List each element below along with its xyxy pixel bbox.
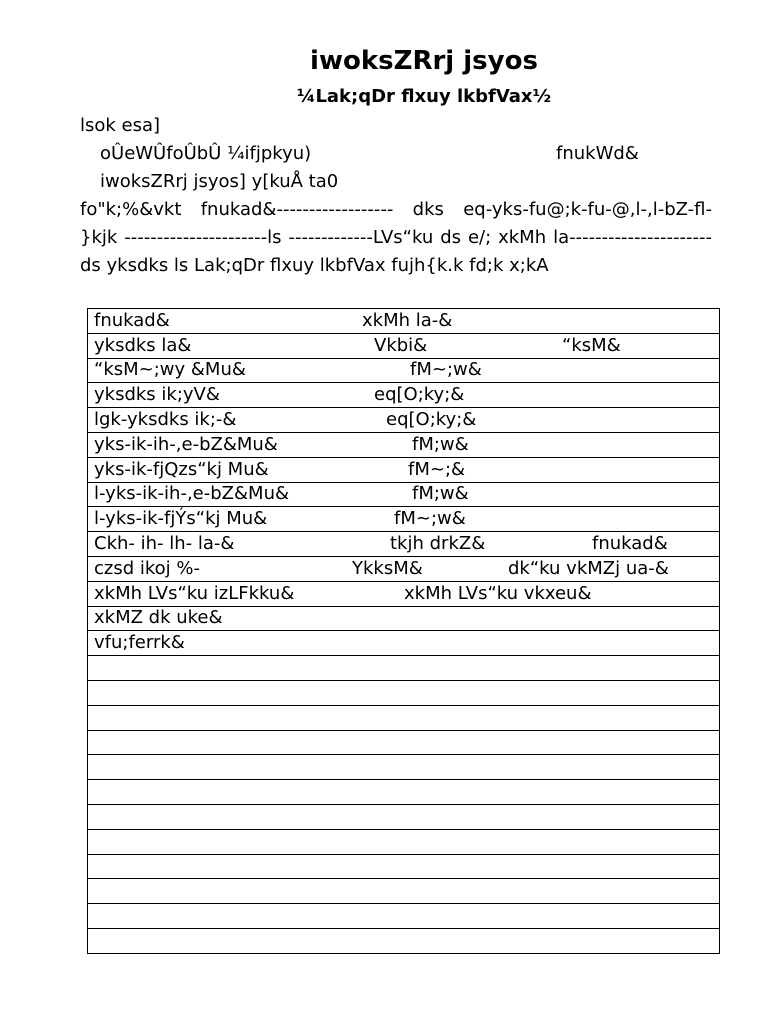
form-cell — [88, 408, 720, 433]
date-label: fnukWd& — [556, 143, 639, 164]
form-row — [88, 879, 720, 904]
form-cell — [88, 482, 720, 507]
form-field-label-2: fM~;w& — [410, 359, 482, 381]
inspection-form-table — [87, 308, 720, 954]
form-field-label: yks-ik-ih-,e-bZ&Mu& — [94, 433, 278, 455]
form-field-label: l-yks-ik-ih-,e-bZ&Mu& — [94, 483, 290, 505]
form-field-label-3: “ksM& — [562, 334, 621, 356]
form-cell — [88, 383, 720, 408]
form-field-label-3: fnukad& — [592, 533, 668, 555]
form-field-label: yks-ik-fjQzs“kj Mu& — [94, 458, 269, 480]
form-field-label-2: fM~;& — [408, 458, 466, 480]
form-row — [88, 780, 720, 805]
form-cell — [88, 928, 720, 953]
form-field-label: vfu;ferrk& — [94, 632, 185, 654]
form-row — [88, 333, 720, 358]
form-row — [88, 309, 720, 334]
form-cell — [88, 507, 720, 532]
form-field-label: Ckh- ih- lh- la-& — [94, 533, 235, 555]
form-cell — [88, 631, 720, 656]
form-row — [88, 804, 720, 829]
form-field-label-2: Vkbi& — [374, 334, 428, 356]
form-cell — [88, 432, 720, 457]
form-field-label-2: xkMh la-& — [362, 309, 453, 331]
form-cell — [88, 854, 720, 879]
form-cell — [88, 829, 720, 854]
form-field-label-2: tkjh drkZ& — [390, 533, 486, 555]
form-cell — [88, 556, 720, 581]
form-cell — [88, 457, 720, 482]
form-row — [88, 432, 720, 457]
form-row — [88, 532, 720, 557]
form-cell — [88, 730, 720, 755]
form-field-label: fnukad& — [94, 309, 170, 331]
form-field-label: yksdks la& — [94, 334, 192, 356]
form-row — [88, 408, 720, 433]
salutation-to: lsok esa] — [80, 115, 161, 136]
form-row — [88, 358, 720, 383]
form-cell — [88, 755, 720, 780]
form-field-label: lgk-yksdks ik;-& — [94, 409, 237, 431]
form-cell — [88, 879, 720, 904]
form-row — [88, 680, 720, 705]
form-field-label: yksdks ik;yV& — [94, 384, 220, 406]
form-field-label: “ksM~;wy &Mu& — [94, 359, 246, 381]
form-row — [88, 705, 720, 730]
form-cell — [88, 606, 720, 631]
form-field-label: xkMZ dk uke& — [94, 607, 223, 629]
form-row — [88, 556, 720, 581]
form-row — [88, 730, 720, 755]
form-field-label-2: fM;w& — [412, 433, 469, 455]
form-field-label-2: eq[O;ky;& — [374, 384, 465, 406]
addressee-railway: iwoksZRrj jsyos] y[kuÅ ta0 — [100, 171, 339, 192]
document-title: iwoksZRrj jsyos — [310, 46, 538, 76]
form-row — [88, 457, 720, 482]
form-cell — [88, 358, 720, 383]
form-row — [88, 656, 720, 681]
form-cell — [88, 581, 720, 606]
form-field-label-2: xkMh LVs“ku vkxeu& — [404, 582, 592, 604]
form-cell — [88, 656, 720, 681]
form-field-label-2: fM~;w& — [394, 508, 466, 530]
form-field-label: czsd ikoj %- — [94, 557, 200, 579]
form-field-label: xkMh LVs“ku izLFkku& — [94, 582, 295, 604]
form-field-label-3: dk“ku vkMZj ua-& — [508, 557, 669, 579]
form-row — [88, 755, 720, 780]
addressee-officer: oÛeWÛfoÛbÛ ¼ifjpkyu) — [100, 143, 312, 164]
form-field-label-2: eq[O;ky;& — [386, 409, 477, 431]
form-cell — [88, 904, 720, 929]
form-row — [88, 829, 720, 854]
form-row — [88, 904, 720, 929]
form-row — [88, 482, 720, 507]
form-field-label-2: fM;w& — [412, 483, 469, 505]
form-cell — [88, 333, 720, 358]
form-field-label: l-yks-ik-fjÝs“kj Mu& — [94, 508, 268, 530]
form-row — [88, 928, 720, 953]
form-row — [88, 581, 720, 606]
form-cell — [88, 780, 720, 805]
form-cell — [88, 309, 720, 334]
form-field-label-2: YkksM& — [352, 557, 423, 579]
form-row — [88, 631, 720, 656]
subject-paragraph: fo"k;%&vkt fnukad&------------------ dks eq-yks-fu@;k-fu-@,l-,l-bZ-fl- }kjk ----------------------ls -------------LVs“ku ds e/; xkMh la---------------------- ds yksdks ls Lak;qDr flxuy lkbfVax fujh{k.k fd;k x;kA — [80, 199, 712, 276]
form-row — [88, 606, 720, 631]
form-cell — [88, 804, 720, 829]
document-subtitle: ¼Lak;qDr flxuy lkbfVax½ — [296, 86, 552, 107]
form-cell — [88, 680, 720, 705]
form-cell — [88, 532, 720, 557]
form-row — [88, 383, 720, 408]
form-cell — [88, 705, 720, 730]
form-row — [88, 507, 720, 532]
form-row — [88, 854, 720, 879]
